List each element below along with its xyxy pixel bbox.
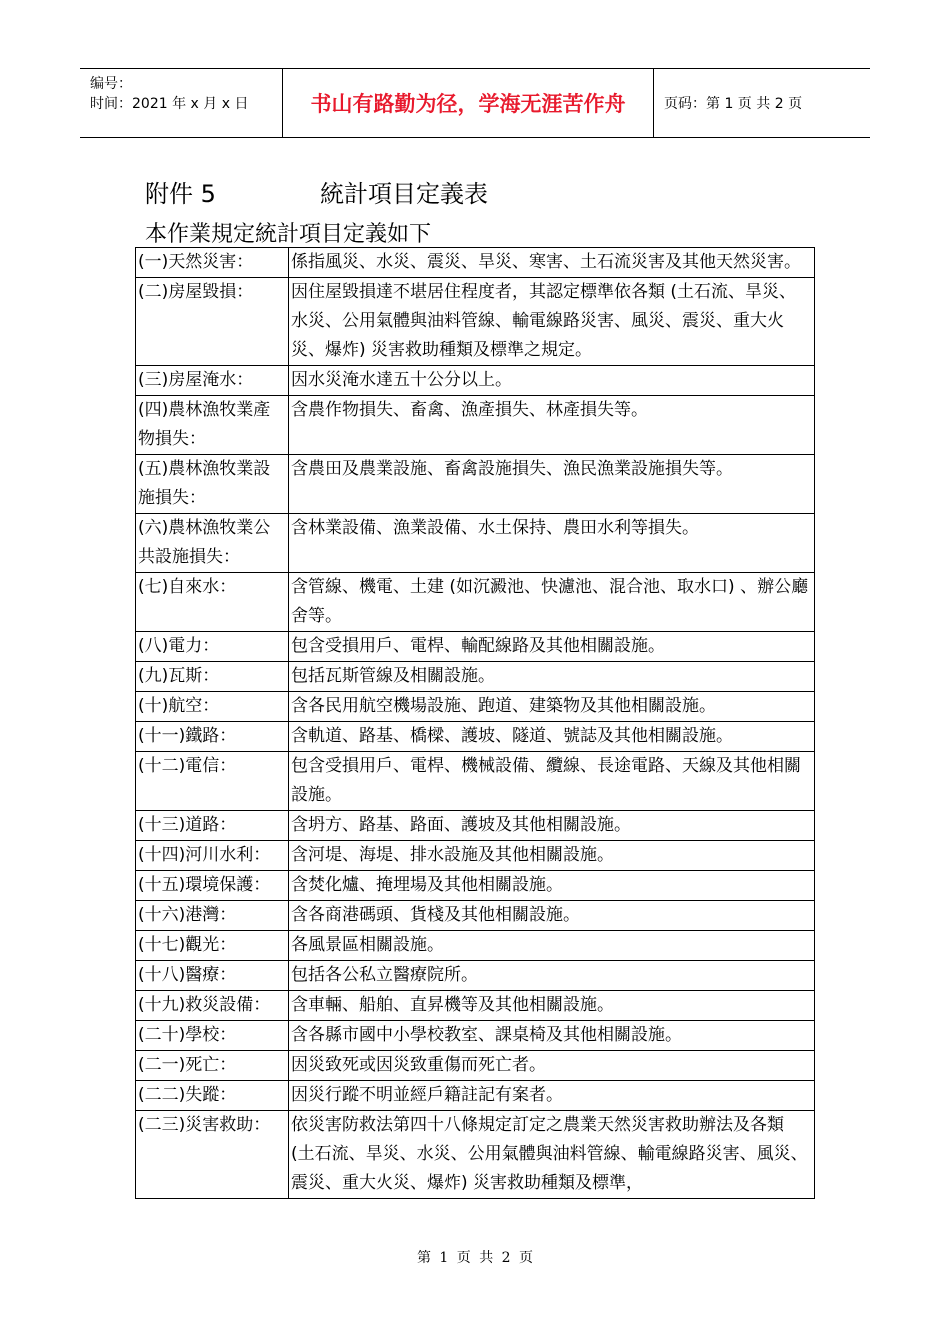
term-cell: (二一)死亡： [136,1051,289,1081]
page-label: 页码：第 1 页 共 2 页 [664,96,803,112]
table-row [136,722,815,752]
definition-cell: 含車輛、船舶、直昇機等及其他相關設施。 [289,991,815,1021]
table-row [136,931,815,961]
term-cell: (九)瓦斯： [136,662,289,692]
term-cell: (十七)觀光： [136,931,289,961]
table-row [136,278,815,366]
term-cell: (二十)學校： [136,1021,289,1051]
document-title [145,174,488,209]
table-row [136,841,815,871]
table-row [136,991,815,1021]
table-row [136,752,815,811]
table-row [136,871,815,901]
table-row [136,366,815,396]
definition-cell: 含農田及農業設施、畜禽設施損失、漁民漁業設施損失等。 [289,455,815,514]
table-row [136,1111,815,1199]
motto-text: 书山有路勤为径，学海无涯苦作舟 [310,92,626,116]
definition-cell: 包括各公私立醫療院所。 [289,961,815,991]
term-cell: (十四)河川水利： [136,841,289,871]
header-info-cell [80,69,280,137]
table-row [136,1021,815,1051]
term-cell: (四)農林漁牧業產物損失： [136,396,289,455]
definition-cell: 依災害防救法第四十八條規定訂定之農業天然災害救助辦法及各類 (土石流、旱災、水災、公用氣體與油料管線、輸電線路災害、風災、震災、重大火災、爆炸) 災害救助種類及標準， [289,1111,815,1199]
definition-cell: 包含受損用戶、電桿、機械設備、纜線、長途電路、天線及其他相關設施。 [289,752,815,811]
table-row [136,901,815,931]
motto-cell [282,69,654,137]
term-cell: (十八)醫療： [136,961,289,991]
definition-cell: 含焚化爐、掩埋場及其他相關設施。 [289,871,815,901]
term-cell: (五)農林漁牧業設施損失： [136,455,289,514]
title-name: 統計項目定義表 [320,180,488,208]
term-cell: (十六)港灣： [136,901,289,931]
table-row [136,1051,815,1081]
definition-cell: 因住屋毀損達不堪居住程度者，其認定標準依各類 (土石流、旱災、水災、公用氣體與油料管線、輸電線路災害、風災、震災、重大火災、爆炸) 災害救助種類及標準之規定。 [289,278,815,366]
term-cell: (八)電力： [136,632,289,662]
term-cell: (十三)道路： [136,811,289,841]
definition-cell: 含各縣市國中小學校教室、課桌椅及其他相關設施。 [289,1021,815,1051]
term-cell: (十五)環境保護： [136,871,289,901]
table-row [136,573,815,632]
intro-text: 本作業規定統計項目定義如下 [145,222,432,247]
definition-cell: 因災致死或因災致重傷而死亡者。 [289,1051,815,1081]
table-row [136,514,815,573]
document-header [80,68,870,138]
term-cell: (十一)鐵路： [136,722,289,752]
definition-cell: 含軌道、路基、橋樑、護坡、隧道、號誌及其他相關設施。 [289,722,815,752]
definition-cell: 係指風災、水災、震災、旱災、寒害、土石流災害及其他天然災害。 [289,248,815,278]
page-number-cell [654,69,880,137]
definition-cell: 因水災淹水達五十公分以上。 [289,366,815,396]
definition-cell: 包括瓦斯管線及相關設施。 [289,662,815,692]
definition-cell: 含農作物損失、畜禽、漁產損失、林產損失等。 [289,396,815,455]
table-row [136,811,815,841]
definition-cell: 含管線、機電、土建 (如沉澱池、快濾池、混合池、取水口) 、辦公廳舍等。 [289,573,815,632]
term-cell: (二三)災害救助： [136,1111,289,1199]
table-row [136,1081,815,1111]
number-label: 编号： [90,76,132,92]
term-cell: (六)農林漁牧業公共設施損失： [136,514,289,573]
definition-cell: 含林業設備、漁業設備、水土保持、農田水利等損失。 [289,514,815,573]
term-cell: (一)天然災害： [136,248,289,278]
table-row [136,455,815,514]
attachment-label: 附件 5 [145,180,216,208]
definition-cell: 因災行蹤不明並經戶籍註記有案者。 [289,1081,815,1111]
term-cell: (二)房屋毀損： [136,278,289,366]
definition-cell: 含各民用航空機場設施、跑道、建築物及其他相關設施。 [289,692,815,722]
table-row [136,396,815,455]
term-cell: (十)航空： [136,692,289,722]
term-cell: (十九)救災設備： [136,991,289,1021]
definition-cell: 含坍方、路基、路面、護坡及其他相關設施。 [289,811,815,841]
table-row [136,692,815,722]
term-cell: (十二)電信： [136,752,289,811]
term-cell: (三)房屋淹水： [136,366,289,396]
term-cell: (七)自來水： [136,573,289,632]
term-cell: (二二)失蹤： [136,1081,289,1111]
time-label: 时间：2021 年 x 月 x 日 [90,96,249,112]
definition-cell: 含河堤、海堤、排水設施及其他相關設施。 [289,841,815,871]
definition-table-body [136,248,815,1199]
definition-cell: 各風景區相關設施。 [289,931,815,961]
table-row [136,248,815,278]
definition-cell: 包含受損用戶、電桿、輸配線路及其他相關設施。 [289,632,815,662]
table-row [136,662,815,692]
table-row [136,961,815,991]
definition-table [135,247,815,1199]
table-row [136,632,815,662]
page-footer: 第 1 页 共 2 页 [416,1250,534,1266]
definition-cell: 含各商港碼頭、貨棧及其他相關設施。 [289,901,815,931]
